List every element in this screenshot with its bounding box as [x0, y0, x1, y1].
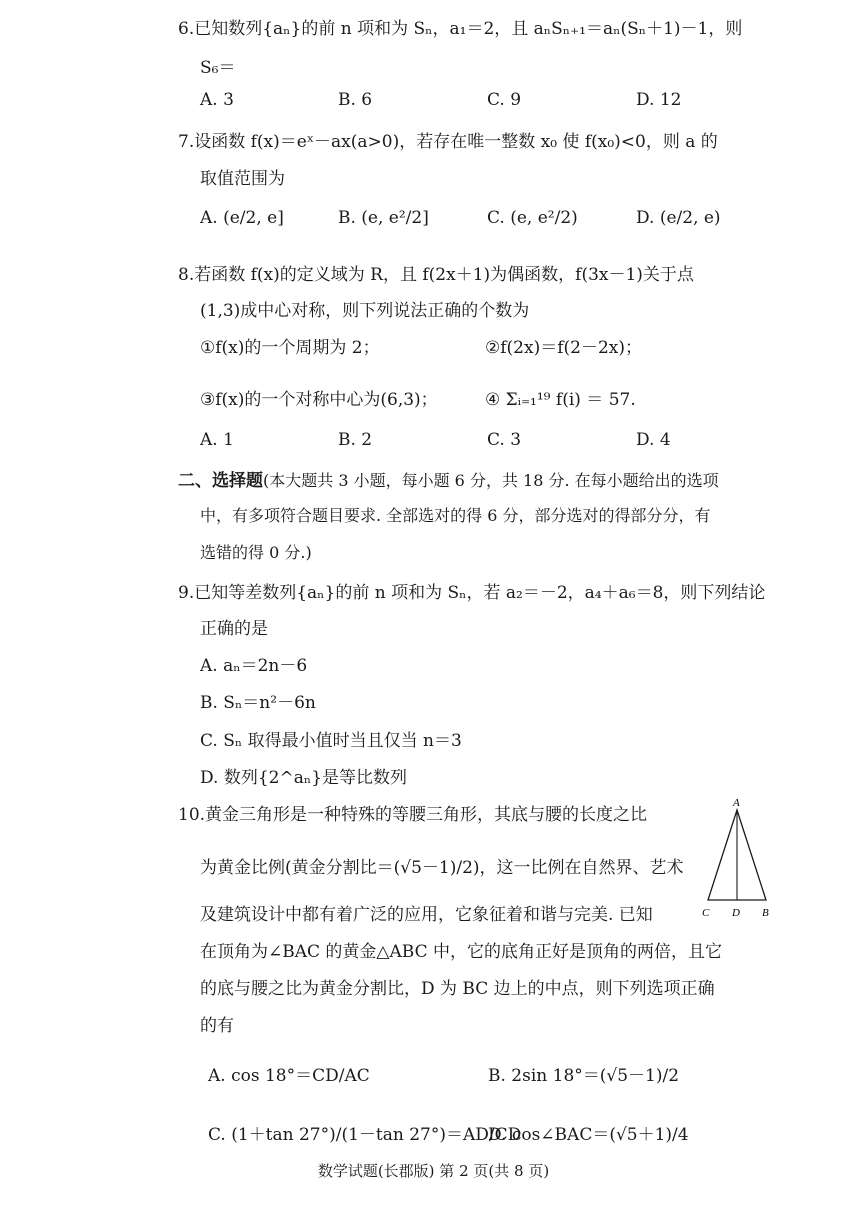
section2-line2: 中，有多项符合题目要求. 全部选对的得 6 分，部分选对的得部分分，有: [200, 506, 711, 525]
section2-line3: 选错的得 0 分.): [200, 543, 312, 562]
page-footer: 数学试题(长郡版) 第 2 页(共 8 页): [317, 1162, 550, 1180]
q7-stem-line1: 7.设函数 f(x)＝eˣ－ax(a>0)，若存在唯一整数 x₀ 使 f(x₀)<0，则 a 的: [178, 132, 718, 152]
q6-stem-line1: 6.已知数列{aₙ}的前 n 项和为 Sₙ，a₁＝2，且 aₙSₙ₊₁＝aₙ(Sₙ＋1)－1，则: [178, 19, 743, 39]
q8-option-d[interactable]: D. 4: [636, 430, 671, 450]
q10-option-c[interactable]: C. (1＋tan 27°)/(1－tan 27°)＝AD/CD: [208, 1125, 522, 1145]
q8-item-2: ②f(2x)＝f(2－2x)；: [485, 338, 642, 358]
section2-heading: [178, 466, 719, 491]
q8-item-1: ①f(x)的一个周期为 2；: [200, 338, 380, 358]
label-d: D: [732, 907, 740, 919]
q6-option-d[interactable]: D. 12: [636, 90, 682, 110]
q9-option-a[interactable]: A. aₙ＝2n－6: [200, 656, 308, 676]
section2-title: 二、选择题: [178, 471, 263, 491]
q10-stem-line2: 为黄金比例(黄金分割比＝(√5－1)/2)，这一比例在自然界、艺术: [200, 858, 684, 878]
q8-options: [200, 430, 720, 454]
golden-triangle-figure: [700, 796, 776, 924]
q6-stem-line2: S₆＝: [200, 58, 236, 78]
q7-options: [200, 208, 720, 232]
q6-option-c[interactable]: C. 9: [487, 90, 522, 110]
q7-option-d[interactable]: D. (e/2, e): [636, 208, 721, 228]
q10-stem-line1: 10.黄金三角形是一种特殊的等腰三角形，其底与腰的长度之比: [178, 805, 648, 825]
q6-option-a[interactable]: A. 3: [200, 90, 234, 110]
section2-line1: (本大题共 3 小题，每小题 6 分，共 18 分. 在每小题给出的选项: [263, 471, 719, 490]
q8-stem-line2: (1,3)成中心对称，则下列说法正确的个数为: [200, 301, 530, 321]
q7-option-a[interactable]: A. (e/2, e]: [200, 208, 284, 228]
q10-stem-line5: 的底与腰之比为黄金分割比，D 为 BC 边上的中点，则下列选项正确: [200, 979, 715, 999]
q8-item-4: ④ Σᵢ₌₁¹⁹ f(i) ＝ 57.: [485, 390, 636, 410]
q10-option-a[interactable]: A. cos 18°＝CD/AC: [208, 1066, 370, 1086]
label-c: C: [702, 907, 710, 919]
q7-option-b[interactable]: B. (e, e²/2]: [338, 208, 429, 228]
q9-stem-line2: 正确的是: [200, 619, 268, 639]
q6-options: [200, 90, 720, 114]
q7-option-c[interactable]: C. (e, e²/2): [487, 208, 578, 228]
q10-option-d[interactable]: D. cos∠BAC＝(√5＋1)/4: [488, 1125, 689, 1145]
q9-option-d[interactable]: D. 数列{2^aₙ}是等比数列: [200, 768, 408, 788]
label-a: A: [733, 797, 740, 809]
q8-option-a[interactable]: A. 1: [200, 430, 234, 450]
q10-stem-line3: 及建筑设计中都有着广泛的应用，它象征着和谐与完美. 已知: [200, 905, 653, 925]
q6-option-b[interactable]: B. 6: [338, 90, 373, 110]
q8-stem-line1: 8.若函数 f(x)的定义域为 R，且 f(2x＋1)为偶函数，f(3x－1)关于点: [178, 265, 694, 285]
q8-option-c[interactable]: C. 3: [487, 430, 522, 450]
q8-item-3: ③f(x)的一个对称中心为(6,3)；: [200, 390, 438, 410]
q10-stem-line6: 的有: [200, 1016, 234, 1036]
q10-stem-line4: 在顶角为∠BAC 的黄金△ABC 中，它的底角正好是顶角的两倍，且它: [200, 942, 722, 962]
q10-option-b[interactable]: B. 2sin 18°＝(√5－1)/2: [488, 1066, 680, 1086]
q9-stem-line1: 9.已知等差数列{aₙ}的前 n 项和为 Sₙ，若 a₂＝－2，a₄＋a₆＝8，则下列结论: [178, 583, 766, 603]
q9-option-c[interactable]: C. Sₙ 取得最小值时当且仅当 n＝3: [200, 731, 462, 751]
q8-option-b[interactable]: B. 2: [338, 430, 373, 450]
q9-option-b[interactable]: B. Sₙ＝n²－6n: [200, 693, 316, 713]
label-b: B: [762, 907, 769, 919]
q7-stem-line2: 取值范围为: [200, 169, 285, 189]
